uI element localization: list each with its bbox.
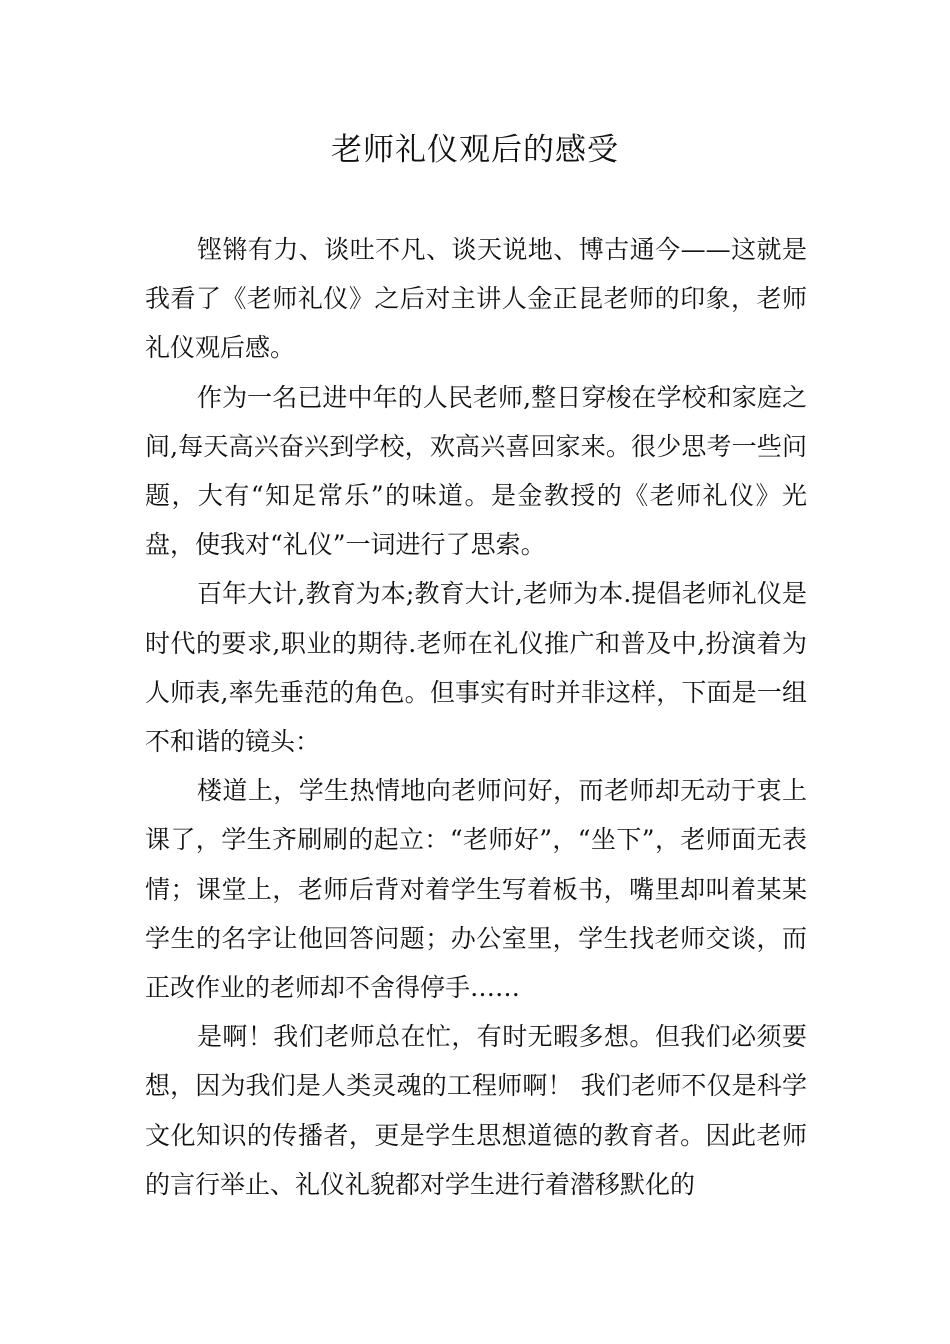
paragraph-2: 作为一名已进中年的人民老师,整日穿梭在学校和家庭之间,每天高兴奋兴到学校，欢高兴喜回家来。很少思考一些问题，大有“知足常乐”的味道。是金教授的《老师礼仪》光盘，使我对“礼仪”一词进行了思索。 xyxy=(145,382,807,560)
paragraph-1: 铿锵有力、谈吐不凡、谈天说地、博古通今——这就是我看了《老师礼仪》之后对主讲人金正昆老师的印象，老师礼仪观后感。 xyxy=(145,235,807,363)
paragraph-3: 百年大计,教育为本;教育大计,老师为本.提倡老师礼仪是时代的要求,职业的期待.老师在礼仪推广和普及中,扮演着为人师表,率先垂范的角色。但事实有时并非这样，下面是一组不和谐的镜头： xyxy=(145,579,807,757)
paragraph-5: 是啊！我们老师总在忙，有时无暇多想。但我们必须要想，因为我们是人类灵魂的工程师啊！ 我们老师不仅是科学文化知识的传播者，更是学生思想道德的教育者。因此老师的言行举止、礼仪礼貌都对学生进行着潜移默化的 xyxy=(145,1022,807,1199)
document-body xyxy=(145,225,807,1209)
paragraph-4: 楼道上，学生热情地向老师问好，而老师却无动于衷上课了，学生齐刷刷的起立：“老师好”，“坐下”，老师面无表情；课堂上，老师后背对着学生写着板书，嘴里却叫着某某学生的名字让他回答问题；办公室里，学生找老师交谈，而正改作业的老师却不舍得停手…… xyxy=(145,776,807,1003)
document-title: 老师礼仪观后的感受 xyxy=(331,132,619,168)
